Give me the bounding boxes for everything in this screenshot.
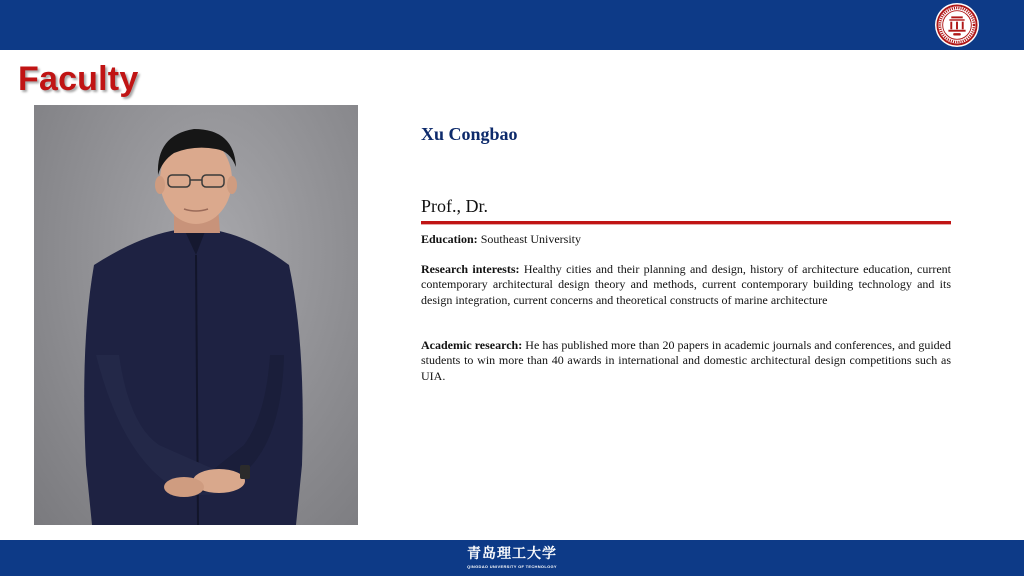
research-interests-paragraph <box>421 262 951 308</box>
university-name-cn: 青岛理工大学 <box>467 546 557 562</box>
faculty-name: Xu Congbao <box>421 124 518 144</box>
research-interests-text: Healthy cities and their planning and design, history of architecture education, current contemporary architectural design theory and methods, current contemporary building technology and its design integration, current concerns and theoretical constructs of marine architecture <box>421 262 952 307</box>
academic-research-paragraph <box>421 338 951 384</box>
top-banner <box>0 0 1024 50</box>
academic-research-text: He has published more than 20 papers in academic journals and conferences, and guided students to win more than 40 awards in international and domestic architectural design competitions such as UIA. <box>421 338 952 383</box>
section-title: Faculty <box>18 60 139 98</box>
university-logo <box>0 540 1024 576</box>
education-paragraph <box>421 232 951 247</box>
university-seal-icon <box>935 3 979 47</box>
bottom-banner <box>0 540 1024 576</box>
university-name-en: QINGDAO UNIVERSITY OF TECHNOLOGY <box>467 564 557 569</box>
faculty-title: Prof., Dr. <box>421 196 488 216</box>
research-interests-label: Research interests: <box>421 262 520 276</box>
education-label: Education: <box>421 232 478 246</box>
academic-research-label: Academic research: <box>421 338 523 352</box>
faculty-portrait-photo <box>34 105 358 525</box>
education-text: Southeast University <box>480 232 582 246</box>
title-divider <box>421 221 951 224</box>
